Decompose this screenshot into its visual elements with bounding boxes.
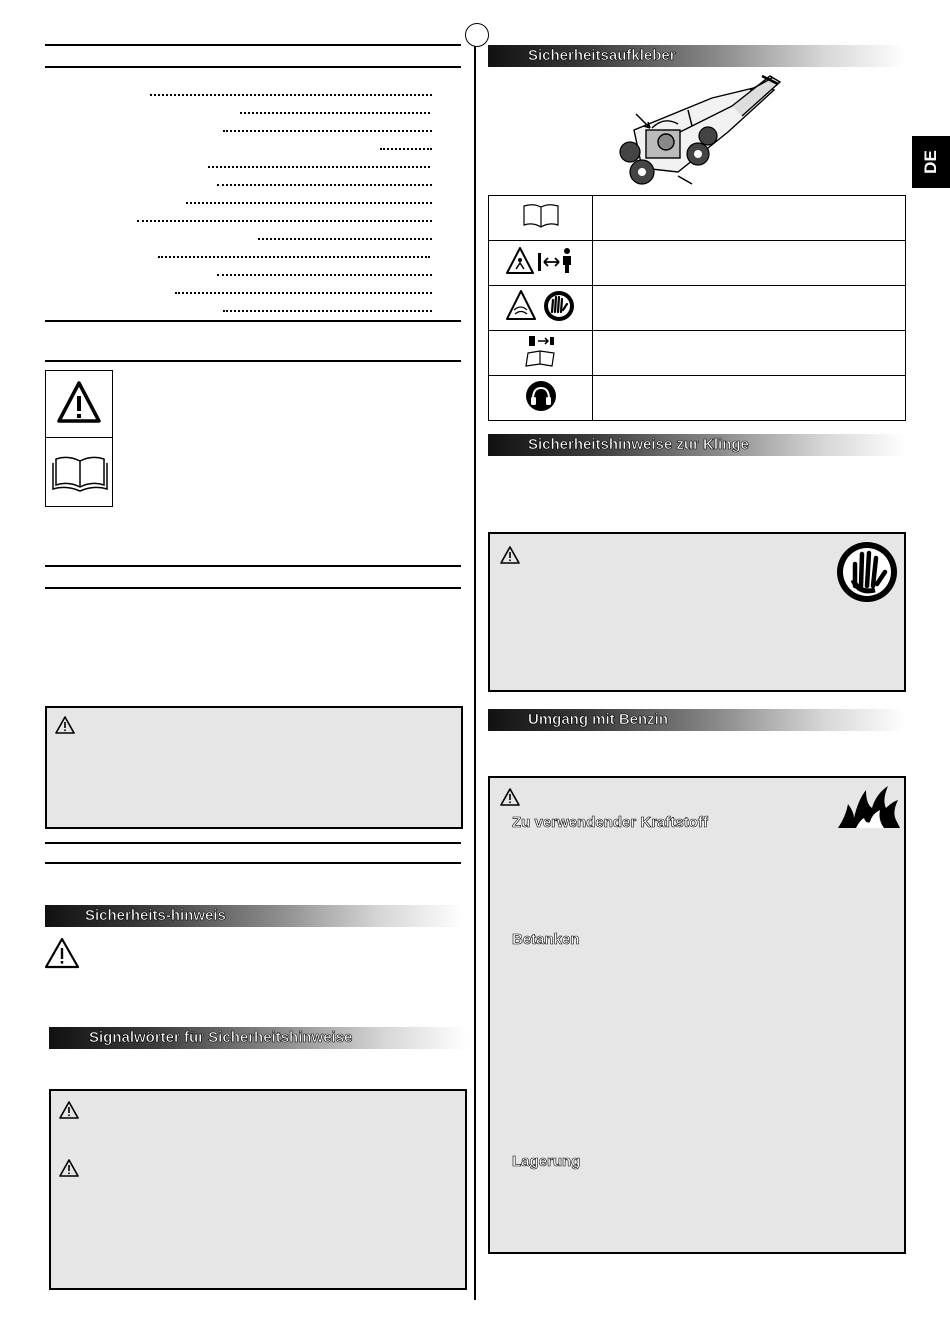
language-tab: DE: [912, 136, 950, 188]
rule: [45, 320, 461, 322]
warning-triangle-icon: [55, 716, 75, 734]
toc-leader: [150, 82, 432, 96]
blade-hazard-no-hands-icon: [505, 288, 577, 324]
warning-triangle-icon: [56, 379, 102, 427]
rule: [45, 587, 461, 589]
toc-leader: [217, 262, 432, 276]
warning-triangle-icon: [500, 546, 520, 564]
toc-leader: [223, 118, 432, 132]
page-number-circle: [465, 23, 489, 47]
column-divider: [474, 46, 476, 1300]
section-banner-safety-note: Sicherheits-hinweis: [45, 905, 463, 927]
hearing-protection-icon: [524, 379, 558, 413]
section-banner-fuel: Umgang mit Benzin: [488, 709, 906, 731]
book-icon: [52, 453, 108, 493]
rule: [45, 565, 461, 567]
toc-leader: [240, 100, 430, 114]
toc-leader: [175, 280, 432, 294]
toc-leader: [223, 298, 432, 312]
toc-leader: [186, 190, 432, 204]
rule: [45, 66, 461, 68]
warning-triangle-icon: [500, 788, 520, 806]
book-icon: [521, 202, 561, 230]
toc-leader: [208, 154, 430, 168]
table-row: [489, 376, 906, 421]
table-row: [489, 286, 906, 331]
warning-triangle-icon: [59, 1159, 79, 1177]
disconnect-spark-plug-manual-icon: [524, 333, 558, 369]
signal-words-box: [49, 1089, 467, 1290]
rule: [45, 842, 461, 844]
decal-table: [488, 195, 906, 421]
section-banner-blade: Sicherheitshinweise zur Klinge: [488, 434, 906, 456]
toc-leader: [158, 244, 430, 258]
section-banner-decals: Sicherheitsaufkleber: [488, 45, 906, 67]
blade-warning-box: [488, 532, 906, 692]
warning-triangle-icon: [59, 1101, 79, 1119]
rule: [45, 862, 461, 864]
warning-box: [45, 706, 463, 829]
toc-leader: [258, 226, 432, 240]
fuel-subheading: Zu verwendender Kraftstoff: [512, 814, 708, 831]
table-row: [489, 331, 906, 376]
table-row: [489, 196, 906, 241]
symbols-box: [45, 370, 113, 507]
section-banner-signal-words: Signalwörter für Sicherheitshinweise: [49, 1027, 467, 1049]
warning-triangle-icon: [44, 937, 80, 969]
storage-subheading: Lagerung: [512, 1153, 581, 1170]
fire-icon: [836, 782, 902, 830]
toc-leader: [380, 136, 432, 150]
table-row: [489, 241, 906, 286]
toc-leader: [217, 172, 432, 186]
refuel-subheading: Betanken: [512, 931, 580, 948]
thrown-objects-keep-distance-icon: [505, 245, 577, 277]
rule: [45, 44, 461, 46]
lawn-mower-illustration: [612, 72, 788, 192]
fuel-warning-box: [488, 776, 906, 1254]
no-hands-icon: [835, 540, 899, 604]
rule: [45, 360, 461, 362]
toc-leader: [137, 208, 432, 222]
